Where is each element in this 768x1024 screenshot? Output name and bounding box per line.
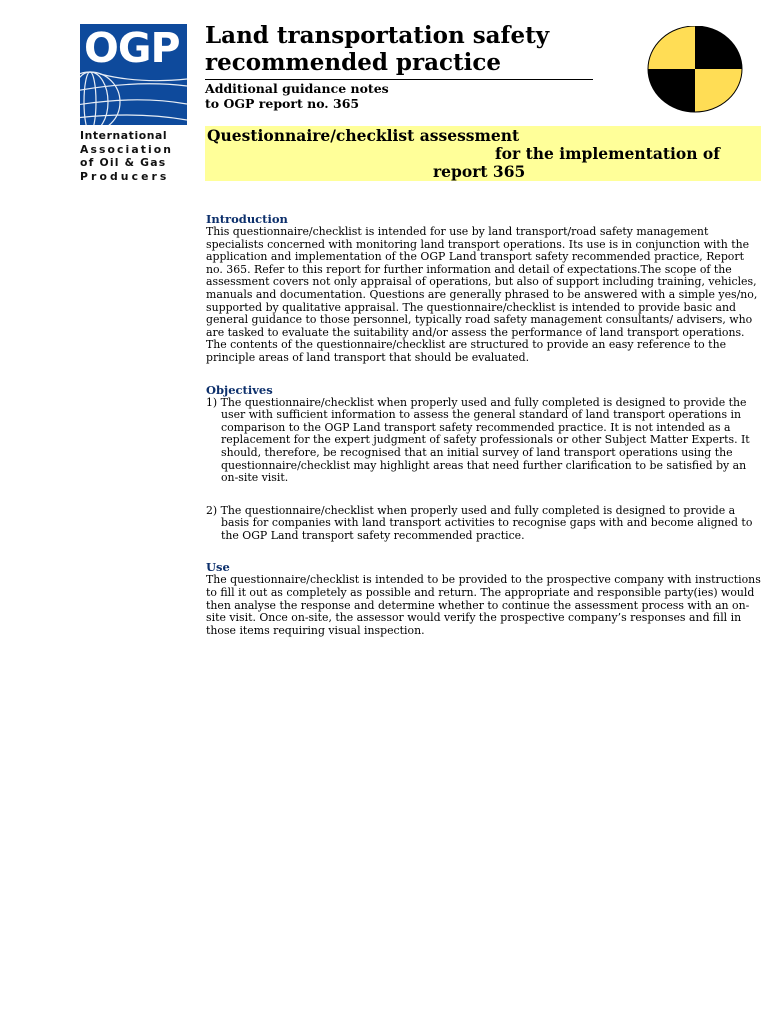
banner-line: Questionnaire/checklist assessment	[207, 126, 520, 145]
crash-test-target-icon	[647, 26, 743, 118]
logo-org-line: of Oil & Gas	[80, 156, 167, 169]
section-heading-objectives: Objectives	[206, 382, 273, 397]
subtitle-line: to OGP report no. 365	[205, 96, 360, 111]
document-body	[206, 212, 762, 637]
subtitle-line: Additional guidance notes	[205, 81, 389, 96]
logo-mark	[80, 24, 187, 125]
document-title	[205, 22, 593, 80]
logo-org-name	[80, 129, 188, 183]
section-heading-introduction: Introduction	[206, 212, 288, 226]
introduction-text: This questionnaire/checklist is intended for use by land transport/road safety management specialists concerned with monitoring land transport operations. Its use is in conjunction with the application and implementation of the OGP Land transport safety recommended practice, Report no. 365. Refer to this report for further information and detail of expectations.The scope of the assessment covers not only appraisal of operations, but also of support including training, vehicles, manuals and documentation. Questions are generally phrased to be answered with a simple yes/no, supported by qualitative appraisal. The questionnaire/checklist is intended to provide basic and general guidance to those personnel, typically road safety management consultants/ advisers, who are tasked to evaluate the suitability and/or assess the performance of land transport operations. The contents of the questionnaire/checklist are structured to provide an easy reference to the principle areas of land transport that should be evaluated.	[206, 225, 758, 364]
ogp-logo	[80, 24, 188, 183]
title-line: recommended practice	[205, 49, 502, 76]
logo-org-line: Producers	[80, 169, 170, 183]
assessment-banner	[205, 126, 761, 181]
banner-line: report 365	[433, 162, 526, 181]
document-subtitle	[205, 81, 389, 111]
title-line: Land transportation safety	[205, 22, 550, 49]
use-text: The questionnaire/checklist is intended to be provided to the prospective company with instructions to fill it out as completely as possible and return. The appropriate and responsible party(ies) would then analyse the response and determine whether to continue the assessment process with an on-site visit. Once on-site, the assessor would verify the prospective company’s responses and fill in those items requiring visual inspection.	[206, 573, 761, 637]
objective-item: 2) The questionnaire/checklist when properly used and fully completed is designed to provide a basis for companies with land transport activities to recognise gaps with and become aligned to the OGP Land transport safety recommended practice.	[206, 503, 753, 542]
section-heading-use: Use	[206, 560, 230, 575]
logo-org-line: Association	[80, 142, 174, 156]
logo-org-line: International	[80, 129, 168, 142]
objective-item: 1) The questionnaire/checklist when properly used and fully completed is designed to provide the user with sufficient information to assess the general standard of land transport operations in comparison to the OGP Land transport safety recommended practice. It is not intended as a replacement for the expert judgment of safety professionals or other Subject Matter Experts. It should, therefore, be recognised that an initial survey of land transport operations using the questionnaire/checklist may highlight areas that need further clarification to be satisfied by an on-site visit.	[206, 395, 750, 485]
banner-line: for the implementation of	[495, 144, 720, 163]
logo-letters: OGP	[84, 24, 180, 72]
